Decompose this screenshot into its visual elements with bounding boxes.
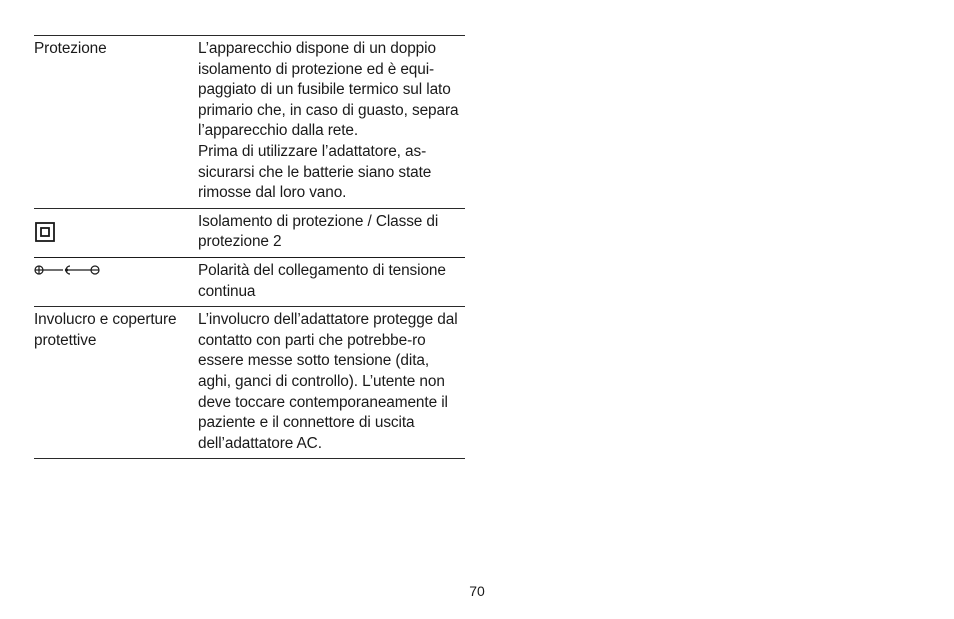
specification-table <box>34 35 465 459</box>
table-row-class-2 <box>34 208 465 257</box>
row-label: Protezione <box>34 40 107 57</box>
description-paragraph: L’apparecchio dispone di un doppio isolamento di protezione ed è equi-paggiato di un fusibile termico sul lato primario che, in caso di guasto, separa l’apparecchio dalla rete. <box>198 40 459 140</box>
row-description: Isolamento di protezione / Classe di protezione 2 <box>198 212 439 251</box>
page-number: 70 <box>469 583 485 599</box>
row-description: Polarità del collegamento di tensione continua <box>198 261 446 300</box>
row-label: Involucro e coperture protettive <box>34 311 177 349</box>
description-paragraph: Prima di utilizzare l’adattatore, as-sicurarsi che le batterie siano state rimosse dal loro vano. <box>198 142 432 202</box>
row-symbol-cell <box>34 257 198 306</box>
double-insulation-class-2-icon <box>35 222 55 242</box>
table-row-protection <box>34 36 465 209</box>
row-description: L’involucro dell’adattatore protegge dal contatto con parti che potrebbe-ro essere messe sotto tensione (dita, aghi, ganci di controllo). L’utente non deve toccare contemporaneamente il paziente e il connettore di uscita dell’adattatore AC. <box>198 311 458 452</box>
table-row-polarity <box>34 257 465 306</box>
row-symbol-cell <box>34 208 198 257</box>
row-description <box>198 36 465 209</box>
table-row-enclosure <box>34 307 465 459</box>
dc-polarity-icon <box>34 263 102 277</box>
